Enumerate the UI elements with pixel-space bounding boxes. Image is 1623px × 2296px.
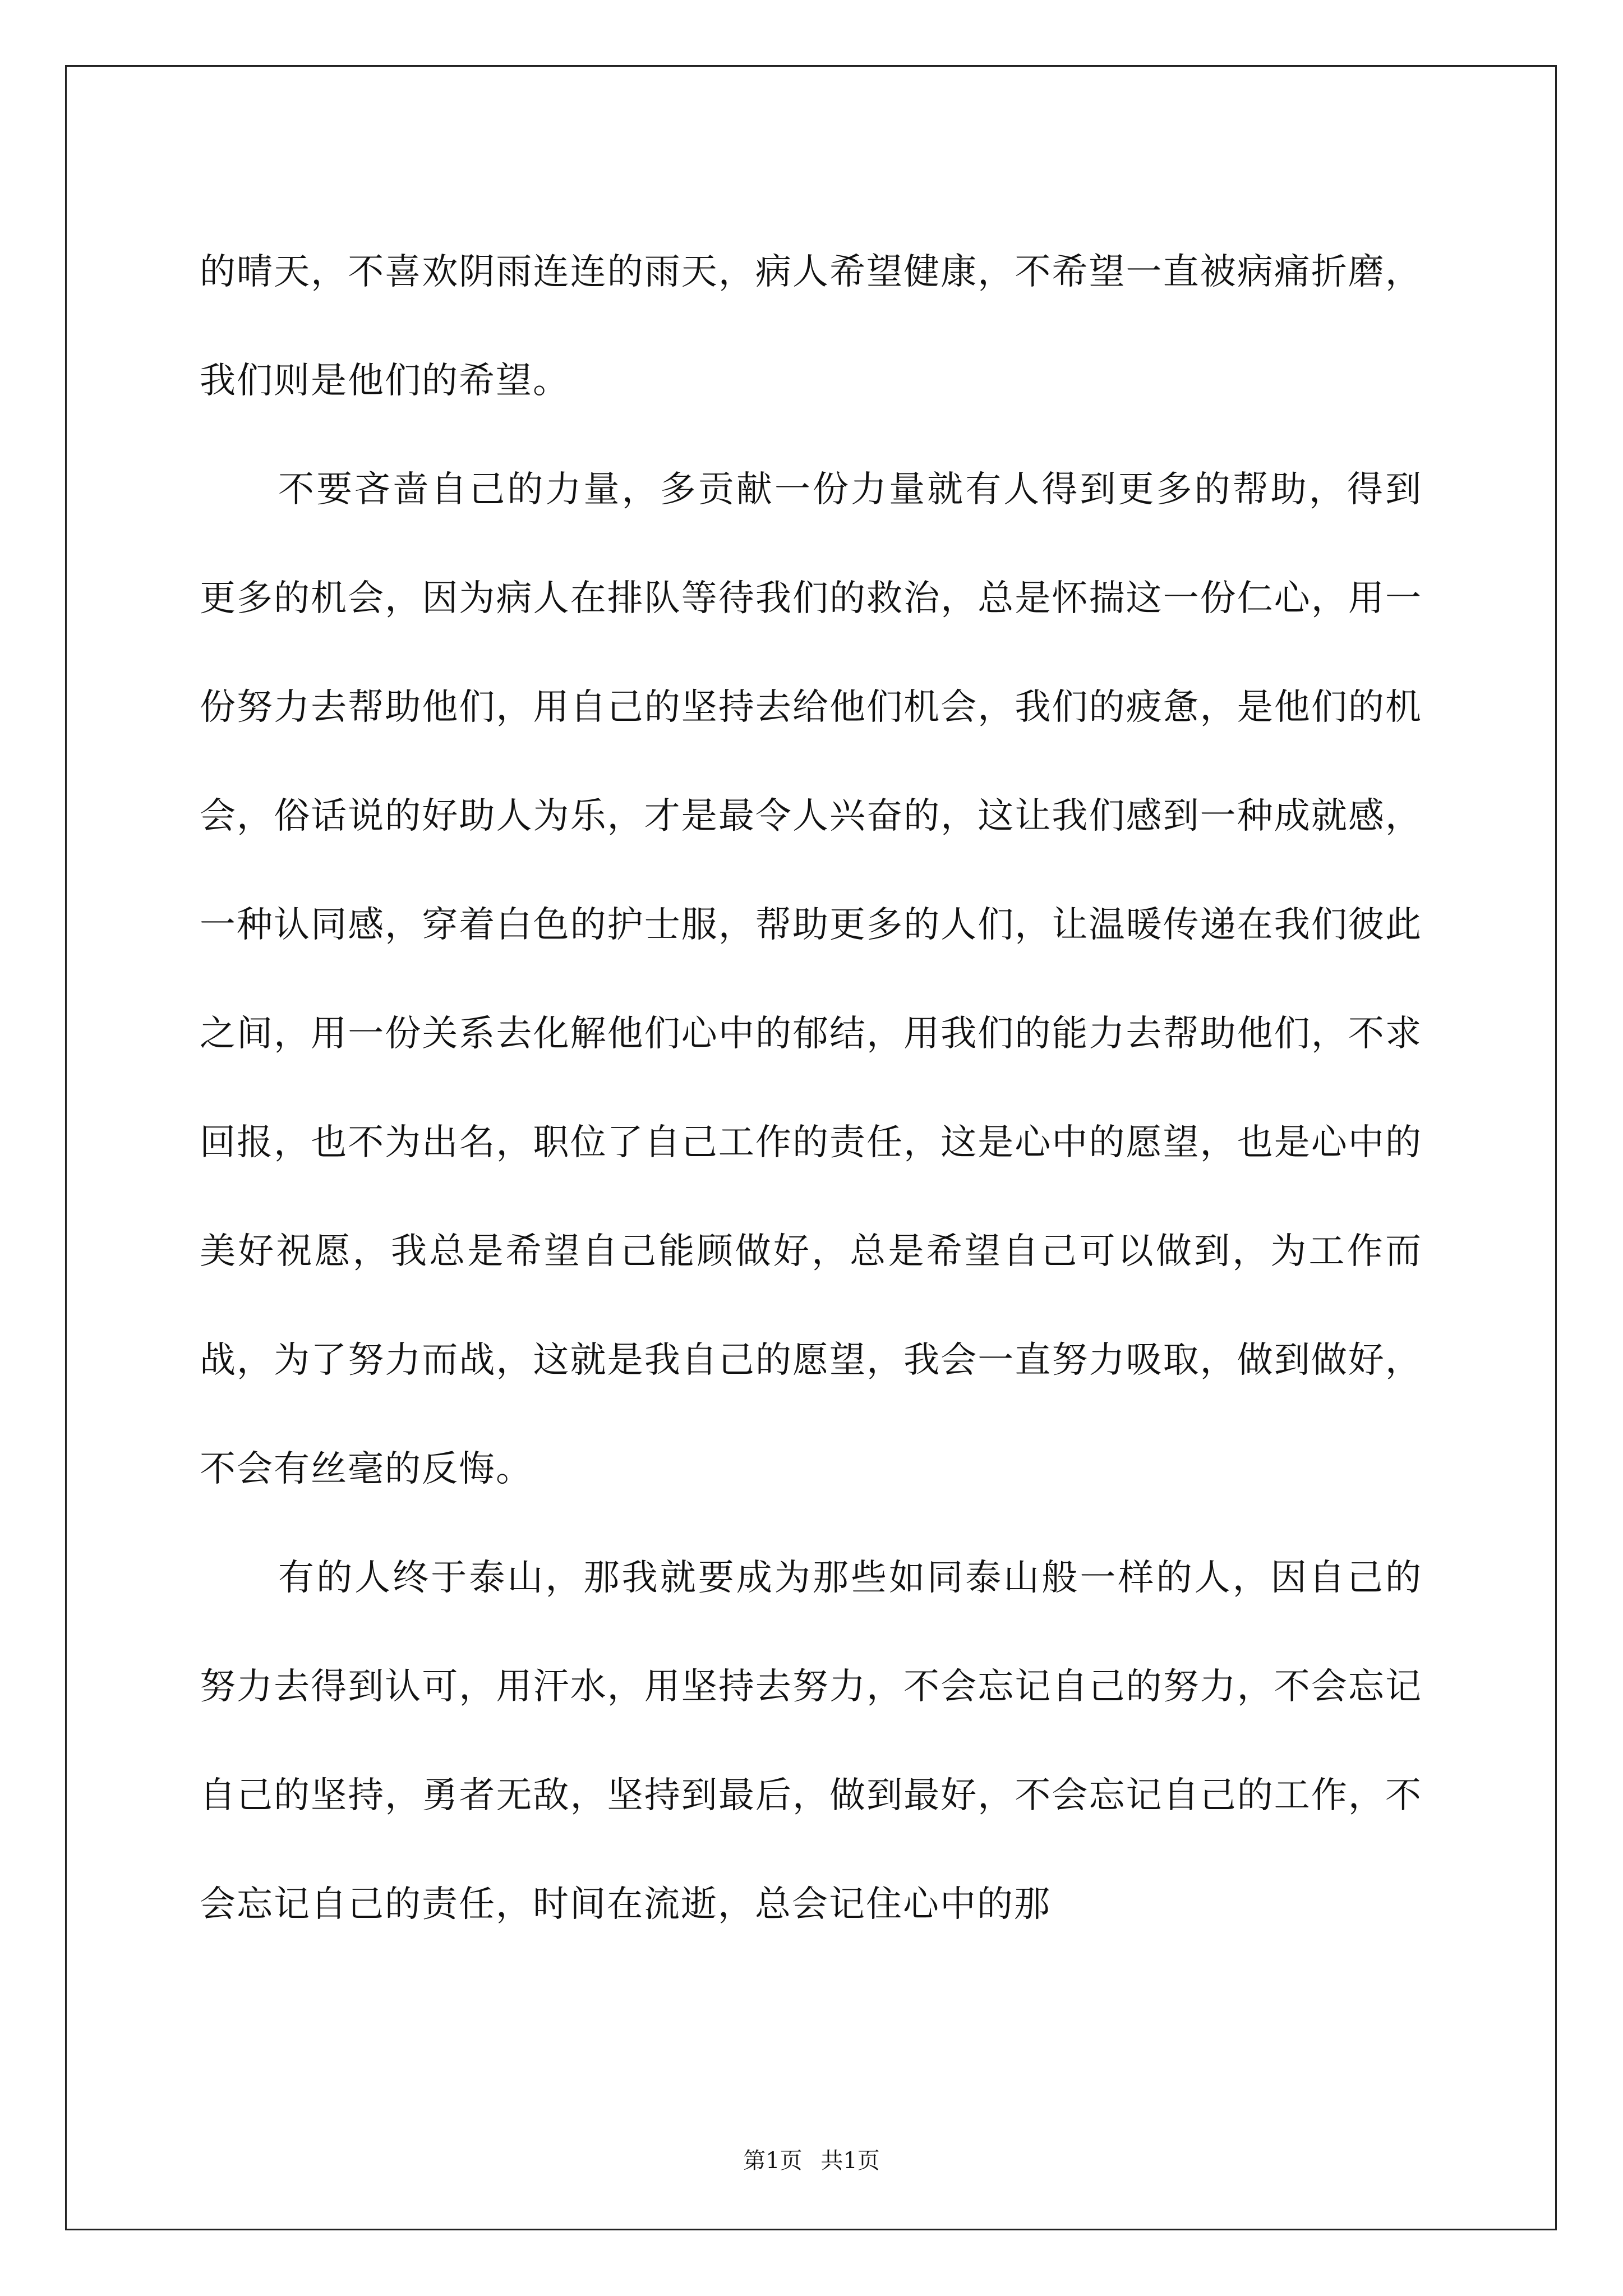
page-footer	[0, 2143, 1623, 2175]
paragraph-2: 不要吝啬自己的力量，多贡献一份力量就有人得到更多的帮助，得到更多的机会，因为病人在排队等待我们的救治，总是怀揣这一份仁心，用一份努力去帮助他们，用自己的坚持去给他们机会，我们的疲惫，是他们的机会，俗话说的好助人为乐，才是最令人兴奋的，这让我们感到一种成就感，一种认同感，穿着白色的护士服，帮助更多的人们，让温暖传递在我们彼此之间，用一份关系去化解他们心中的郁结，用我们的能力去帮助他们，不求回报，也不为出名，职位了自己工作的责任，这是心中的愿望，也是心中的美好祝愿，我总是希望自己能顾做好，总是希望自己可以做到，为工作而战，为了努力而战，这就是我自己的愿望，我会一直努力吸取，做到做好，不会有丝毫的反悔。	[200, 469, 1422, 1490]
paragraph-1: 的晴天，不喜欢阴雨连连的雨天，病人希望健康，不希望一直被病痛折磨，我们则是他们的希望。	[200, 251, 1422, 402]
document-body	[200, 218, 1422, 1959]
page-total: 共1页	[820, 2148, 880, 2174]
page-number: 第1页	[743, 2148, 803, 2174]
paragraph-3: 有的人终于泰山，那我就要成为那些如同泰山般一样的人，因自己的努力去得到认可，用汗水，用坚持去努力，不会忘记自己的努力，不会忘记自己的坚持，勇者无敌，坚持到最后，做到最好，不会忘记自己的工作，不会忘记自己的责任，时间在流逝，总会记住心中的那	[200, 1557, 1422, 1925]
